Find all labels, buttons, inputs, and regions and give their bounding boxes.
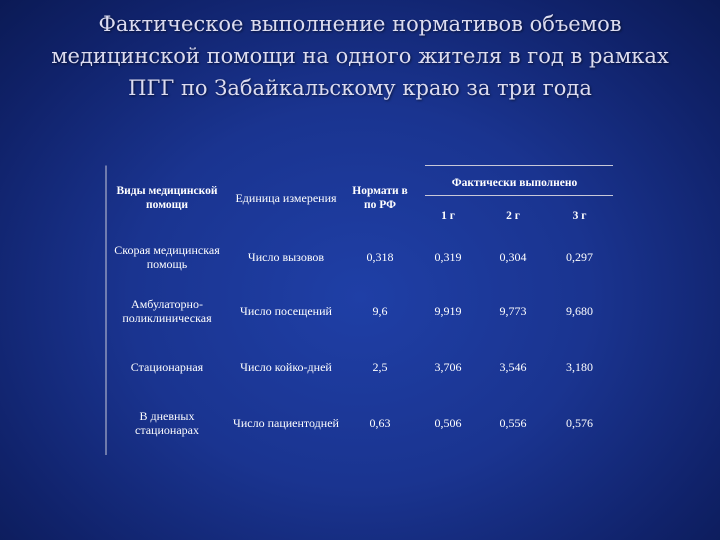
header-unit: Единица измерения: [235, 191, 337, 205]
cell-year-2: 0,304: [499, 250, 527, 264]
cell-year-1: 0,506: [434, 416, 462, 430]
cell-unit: Число посещений: [240, 304, 332, 318]
cell-unit: Число койко-дней: [240, 360, 332, 374]
cell-year-3: 3,180: [566, 360, 593, 374]
cell-year-3: 0,297: [566, 250, 593, 264]
cell-norm: 0,63: [369, 416, 391, 430]
header-type: Виды медицинской помощи: [116, 185, 218, 211]
data-table: [106, 165, 613, 451]
header-year-1: 1 г: [441, 210, 455, 222]
header-year-2: 2 г: [506, 210, 520, 222]
header-year-3: 3 г: [572, 210, 587, 222]
slide-title: Фактическое выполнение нормативов объемов медицинской помощи на одного жителя в год в рамках ПГГ по Забайкальскому краю за три года: [51, 12, 669, 100]
cell-year-2: 3,546: [499, 360, 527, 374]
cell-type: В дневных стационарах: [135, 409, 199, 437]
cell-norm: 2,5: [372, 360, 388, 374]
cell-type: Стационарная: [130, 360, 204, 374]
cell-year-1: 3,706: [434, 360, 462, 374]
header-actual: Фактически выполнено: [451, 177, 578, 189]
cell-year-1: 9,919: [434, 304, 462, 318]
cell-norm: 0,318: [366, 250, 394, 264]
cell-type: Амбулаторно-поликлиническая: [122, 297, 212, 325]
header-norm: Нормати в по РФ: [352, 185, 408, 211]
table-row: [106, 395, 613, 451]
table-row: [106, 339, 613, 395]
table-row: [106, 283, 613, 339]
header-row: [106, 165, 613, 201]
cell-type: Скорая медицинская помощь: [114, 243, 220, 271]
cell-unit: Число пациентодней: [233, 416, 339, 430]
cell-year-3: 9,680: [566, 304, 593, 318]
cell-norm: 9,6: [372, 304, 388, 318]
cell-year-3: 0,576: [566, 416, 593, 430]
table-row: [106, 231, 613, 283]
cell-unit: Число вызовов: [247, 250, 325, 264]
cell-year-2: 9,773: [499, 304, 527, 318]
cell-year-2: 0,556: [499, 416, 527, 430]
cell-year-1: 0,319: [434, 250, 462, 264]
